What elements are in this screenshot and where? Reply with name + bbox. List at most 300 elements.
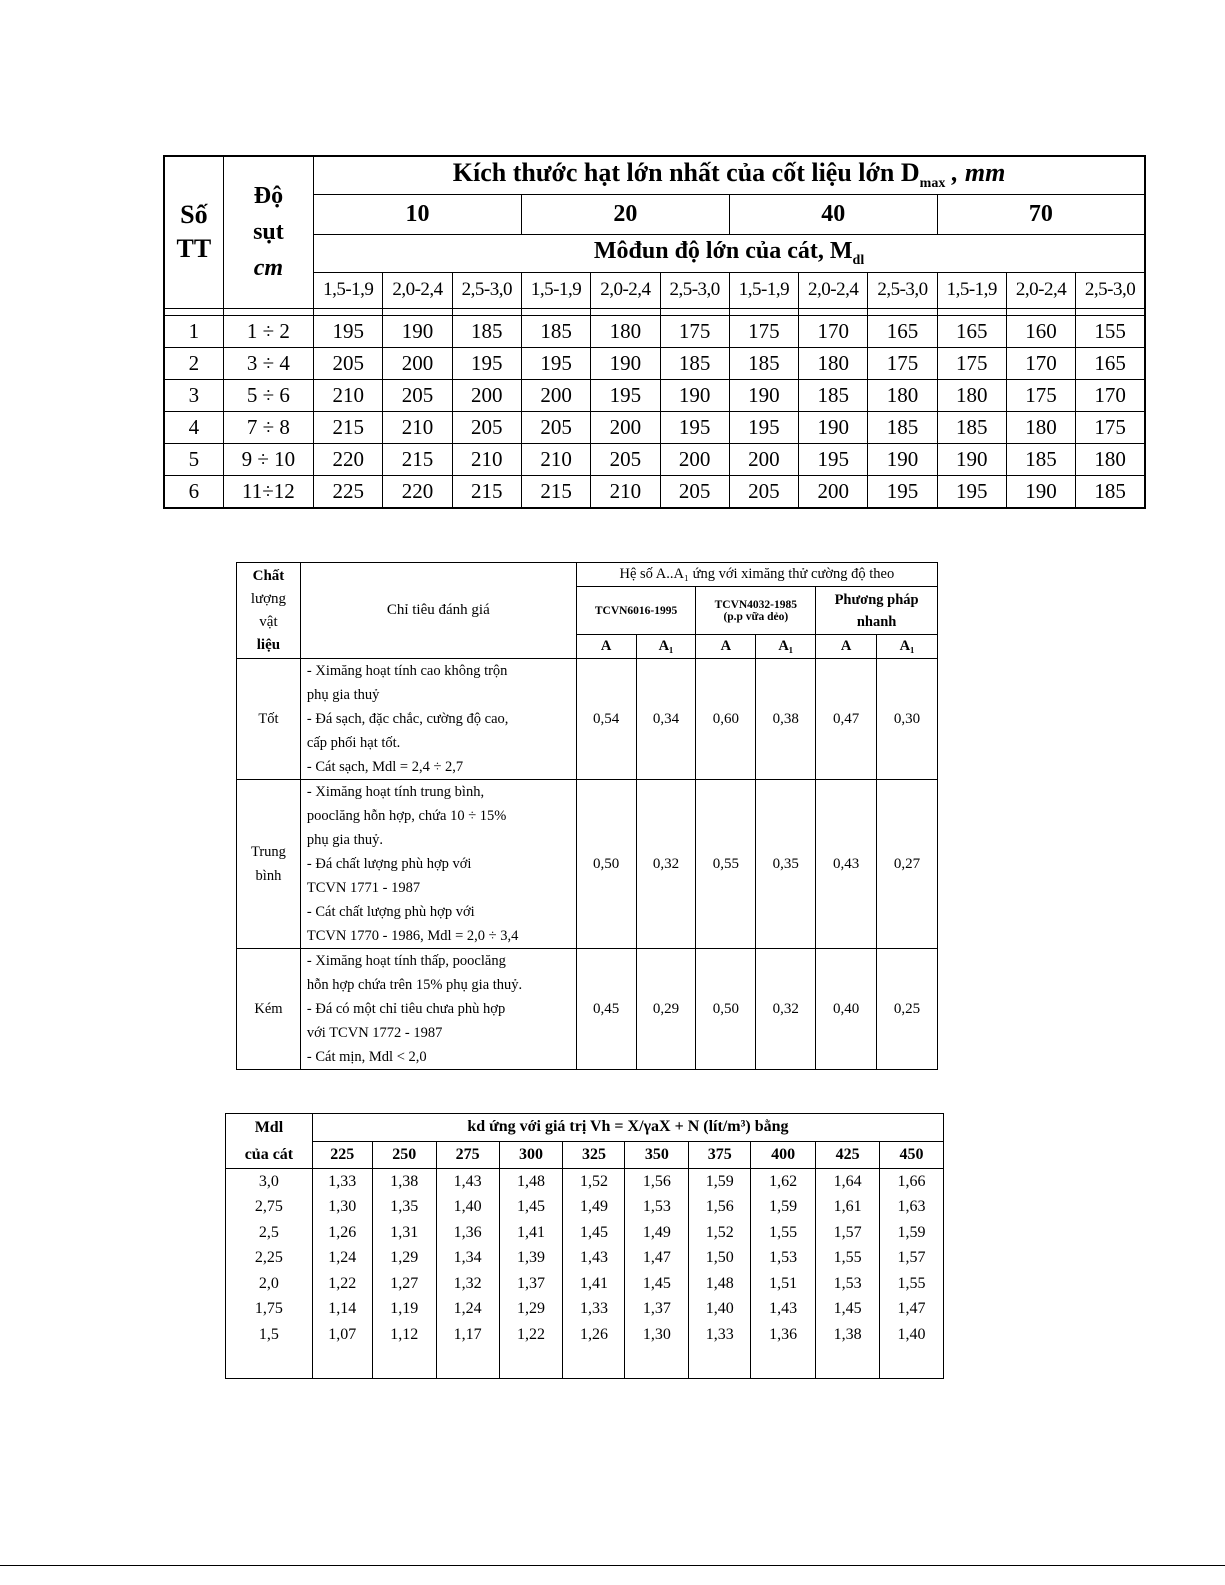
water-value-cell: 215 [452, 475, 521, 508]
kd-value-cell: 1,35 [372, 1195, 436, 1221]
water-value-cell: 210 [591, 475, 660, 508]
coef-value-cell: 0,29 [636, 949, 696, 1070]
criteria-line: pooclăng hỗn hợp, chứa 10 ÷ 15% [306, 808, 507, 824]
header-dmax-unit: , mm [945, 158, 1006, 188]
kd-value-cell: 1,30 [312, 1195, 372, 1221]
water-value-cell: 195 [314, 315, 383, 347]
kd-value-cell: 1,57 [880, 1246, 944, 1272]
header-coef-title: Hệ số A..A₁ ứng với ximăng thử cường độ theo [576, 563, 937, 587]
water-demand-rows [164, 315, 1145, 508]
kd-value-cell: 1,27 [372, 1271, 436, 1297]
v-value-header: 350 [625, 1141, 689, 1169]
coefficient-table [236, 562, 938, 1070]
header-slump-line1: Độ [253, 183, 284, 210]
page-bottom-rule [0, 1565, 1225, 1566]
v-value-header: 275 [436, 1141, 499, 1169]
kd-value-cell: 1,24 [312, 1246, 372, 1272]
kd-value-cell: 1,29 [499, 1297, 563, 1323]
water-value-cell: 210 [314, 379, 383, 411]
water-value-cell: 205 [591, 443, 660, 475]
kd-value-cell: 1,33 [312, 1169, 372, 1195]
kd-value-cell: 1,29 [372, 1246, 436, 1272]
water-value-cell: 165 [868, 315, 937, 347]
water-value-cell: 215 [383, 443, 452, 475]
kd-value-cell: 1,41 [563, 1271, 625, 1297]
table-row [164, 443, 1145, 475]
criteria-line: TCVN 1770 - 1986, Mdl = 2,0 ÷ 3,4 [306, 928, 519, 944]
header-modulus [314, 234, 1145, 272]
criteria-line: - Cát chất lượng phù hợp với [306, 904, 475, 920]
row-mdl: 1,5 [226, 1322, 313, 1348]
row-quality [237, 949, 301, 1070]
row-criteria [300, 949, 576, 1070]
coef-value-cell: 0,34 [636, 659, 696, 780]
coef-value-cell: 0,54 [576, 659, 636, 780]
water-value-cell: 195 [868, 475, 937, 508]
water-value-cell: 205 [521, 411, 590, 443]
coef-value-cell: 0,30 [877, 659, 938, 780]
row-quality [237, 780, 301, 949]
modulus-range: 2,0-2,4 [1006, 272, 1075, 308]
coef-value-cell: 0,60 [696, 659, 756, 780]
water-value-cell: 200 [452, 379, 521, 411]
water-value-cell: 180 [868, 379, 937, 411]
table-row [226, 1322, 944, 1348]
water-value-cell: 175 [937, 347, 1006, 379]
kd-value-cell: 1,64 [816, 1169, 880, 1195]
water-value-cell: 170 [1006, 347, 1075, 379]
water-value-cell: 175 [660, 315, 729, 347]
kd-value-cell: 1,56 [625, 1169, 689, 1195]
kd-value-cell: 1,48 [499, 1169, 563, 1195]
water-value-cell: 170 [799, 315, 868, 347]
dmax-group: 40 [729, 194, 937, 234]
row-mdl: 2,0 [226, 1271, 313, 1297]
kd-value-cell: 1,22 [499, 1322, 563, 1348]
standard-tcvn6016 [576, 587, 696, 635]
coef-value-cell: 0,32 [636, 780, 696, 949]
modulus-range: 2,0-2,4 [591, 272, 660, 308]
v-value-header: 450 [880, 1141, 944, 1169]
header-slump [223, 156, 313, 308]
criteria-line: - Cát mịn, Mdl < 2,0 [306, 1049, 427, 1065]
kd-value-cell: 1,59 [689, 1169, 751, 1195]
water-value-cell: 185 [452, 315, 521, 347]
row-slump: 1 ÷ 2 [223, 315, 313, 347]
kd-value-cell: 1,36 [751, 1322, 816, 1348]
sub-header-a: A [816, 635, 877, 659]
empty-cell [226, 1348, 313, 1379]
water-value-cell: 190 [591, 347, 660, 379]
empty-cell [499, 1348, 563, 1379]
water-value-cell: 160 [1006, 315, 1075, 347]
kd-value-cell: 1,45 [499, 1195, 563, 1221]
water-demand-table [163, 155, 1146, 509]
water-value-cell: 220 [383, 475, 452, 508]
kd-value-cell: 1,45 [816, 1297, 880, 1323]
kd-value-cell: 1,40 [880, 1322, 944, 1348]
header-slump-unit: cm [253, 255, 284, 282]
kd-value-cell: 1,63 [880, 1195, 944, 1221]
criteria-line: - Ximăng hoạt tính thấp, pooclăng [306, 953, 506, 969]
row-stt: 6 [164, 475, 223, 508]
kd-value-cell: 1,22 [312, 1271, 372, 1297]
modulus-range: 2,5-3,0 [868, 272, 937, 308]
kd-value-cell: 1,31 [372, 1220, 436, 1246]
v-value-header: 425 [816, 1141, 880, 1169]
water-value-cell: 215 [521, 475, 590, 508]
water-value-cell: 175 [729, 315, 798, 347]
row-slump: 7 ÷ 8 [223, 411, 313, 443]
kd-value-cell: 1,55 [751, 1220, 816, 1246]
modulus-range: 2,5-3,0 [1076, 272, 1145, 308]
kd-value-cell: 1,61 [816, 1195, 880, 1221]
water-value-cell: 180 [937, 379, 1006, 411]
standard-fast-method [816, 587, 938, 635]
coef-value-cell: 0,40 [816, 949, 877, 1070]
kd-value-cell: 1,56 [689, 1195, 751, 1221]
table-row [237, 949, 938, 1070]
v-value-header: 325 [563, 1141, 625, 1169]
kd-value-cell: 1,45 [563, 1220, 625, 1246]
standard-line1: TCVN4032-1985 [714, 598, 798, 611]
standard-line1: Phương pháp [834, 591, 919, 608]
table-padding-row [226, 1348, 944, 1379]
modulus-range: 1,5-1,9 [314, 272, 383, 308]
table-row [226, 1195, 944, 1221]
water-value-cell: 175 [1076, 411, 1145, 443]
criteria-line: - Ximăng hoạt tính trung bình, [306, 784, 485, 800]
coefficient-rows [237, 659, 938, 1070]
water-value-cell: 200 [383, 347, 452, 379]
water-value-cell: 165 [1076, 347, 1145, 379]
kd-value-cell: 1,59 [880, 1220, 944, 1246]
kd-value-cell: 1,32 [436, 1271, 499, 1297]
empty-cell [751, 1348, 816, 1379]
water-value-cell: 205 [452, 411, 521, 443]
kd-value-cell: 1,33 [689, 1322, 751, 1348]
modulus-range: 2,5-3,0 [452, 272, 521, 308]
kd-value-cell: 1,52 [689, 1220, 751, 1246]
water-value-cell: 185 [868, 411, 937, 443]
water-value-cell: 195 [591, 379, 660, 411]
row-quality-line: Kém [254, 1001, 283, 1017]
kd-value-cell: 1,41 [499, 1220, 563, 1246]
sub-header-a1: A₁ [636, 635, 696, 659]
row-stt: 3 [164, 379, 223, 411]
kd-value-cell: 1,62 [751, 1169, 816, 1195]
table-row [237, 659, 938, 780]
kd-value-cell: 1,14 [312, 1297, 372, 1323]
row-stt: 1 [164, 315, 223, 347]
dmax-group: 10 [314, 194, 522, 234]
water-value-cell: 195 [660, 411, 729, 443]
sub-header-a: A [696, 635, 756, 659]
criteria-line: - Cát sạch, Mdl = 2,4 ÷ 2,7 [306, 759, 464, 775]
water-value-cell: 195 [799, 443, 868, 475]
modulus-range: 1,5-1,9 [729, 272, 798, 308]
water-value-cell: 210 [383, 411, 452, 443]
header-dmax-text: Kích thước hạt lớn nhất của cốt liệu lớn D [452, 158, 920, 188]
coef-value-cell: 0,43 [816, 780, 877, 949]
water-value-cell: 195 [521, 347, 590, 379]
header-stt-line1: Số [180, 200, 208, 230]
sub-header-a1: A₁ [756, 635, 816, 659]
modulus-range: 1,5-1,9 [521, 272, 590, 308]
coef-value-cell: 0,47 [816, 659, 877, 780]
kd-value-cell: 1,26 [563, 1322, 625, 1348]
kd-value-cell: 1,37 [499, 1271, 563, 1297]
water-value-cell: 195 [937, 475, 1006, 508]
kd-value-cell: 1,50 [689, 1246, 751, 1272]
dmax-group: 20 [521, 194, 729, 234]
water-value-cell: 190 [383, 315, 452, 347]
v-values-row [226, 1141, 944, 1169]
kd-value-cell: 1,33 [563, 1297, 625, 1323]
kd-value-cell: 1,39 [499, 1246, 563, 1272]
water-value-cell: 190 [799, 411, 868, 443]
dmax-group: 70 [937, 194, 1145, 234]
water-value-cell: 200 [660, 443, 729, 475]
criteria-line: - Đá sạch, đặc chắc, cường độ cao, [306, 711, 509, 727]
sub-header-a1: A₁ [877, 635, 938, 659]
header-dmax [314, 156, 1145, 194]
kd-value-cell: 1,43 [751, 1297, 816, 1323]
kd-coefficient-table [225, 1113, 944, 1379]
row-mdl: 3,0 [226, 1169, 313, 1195]
kd-value-cell: 1,53 [751, 1246, 816, 1272]
criteria-line: cấp phối hạt tốt. [306, 735, 401, 751]
row-quality-line: Trung [250, 844, 286, 860]
water-value-cell: 225 [314, 475, 383, 508]
v-value-header: 300 [499, 1141, 563, 1169]
kd-value-cell: 1,38 [816, 1322, 880, 1348]
standard-line2: nhanh [856, 613, 897, 630]
empty-cell [625, 1348, 689, 1379]
table-row [164, 475, 1145, 508]
row-quality [237, 659, 301, 780]
water-value-cell: 220 [314, 443, 383, 475]
row-mdl: 2,75 [226, 1195, 313, 1221]
header-quality-line: liệu [256, 636, 281, 653]
water-value-cell: 185 [660, 347, 729, 379]
table-row [164, 347, 1145, 379]
coef-value-cell: 0,38 [756, 659, 816, 780]
empty-cell [312, 1348, 372, 1379]
header-stt [164, 156, 223, 308]
row-slump: 9 ÷ 10 [223, 443, 313, 475]
empty-cell [816, 1348, 880, 1379]
empty-cell [689, 1348, 751, 1379]
row-quality-line: bình [255, 868, 282, 884]
row-criteria [300, 659, 576, 780]
water-value-cell: 175 [868, 347, 937, 379]
row-mdl: 1,75 [226, 1297, 313, 1323]
water-value-cell: 190 [1006, 475, 1075, 508]
kd-value-cell: 1,49 [625, 1220, 689, 1246]
header-stt-line2: TT [176, 234, 212, 264]
water-value-cell: 175 [1006, 379, 1075, 411]
kd-value-cell: 1,59 [751, 1195, 816, 1221]
coef-value-cell: 0,25 [877, 949, 938, 1070]
row-criteria [300, 780, 576, 949]
water-value-cell: 165 [937, 315, 1006, 347]
header-mdl-line1: Mdl [254, 1119, 284, 1136]
header-criteria: Chỉ tiêu đánh giá [300, 563, 576, 659]
criteria-line: phụ gia thuỷ. [306, 832, 384, 848]
water-value-cell: 185 [799, 379, 868, 411]
kd-value-cell: 1,26 [312, 1220, 372, 1246]
modulus-range: 2,0-2,4 [799, 272, 868, 308]
water-value-cell: 185 [521, 315, 590, 347]
row-slump: 11÷12 [223, 475, 313, 508]
water-value-cell: 205 [729, 475, 798, 508]
header-kd-title: kd ứng với giá trị Vh = X/γaX + N (lít/m³) bằng [312, 1114, 943, 1142]
coef-value-cell: 0,32 [756, 949, 816, 1070]
v-value-header: 225 [312, 1141, 372, 1169]
kd-value-cell: 1,53 [816, 1271, 880, 1297]
kd-value-cell: 1,24 [436, 1297, 499, 1323]
water-value-cell: 155 [1076, 315, 1145, 347]
standard-tcvn4032 [696, 587, 816, 635]
empty-cell [372, 1348, 436, 1379]
kd-value-cell: 1,19 [372, 1297, 436, 1323]
table-row [226, 1169, 944, 1195]
water-value-cell: 190 [868, 443, 937, 475]
kd-value-cell: 1,43 [436, 1169, 499, 1195]
kd-value-cell: 1,51 [751, 1271, 816, 1297]
kd-value-cell: 1,49 [563, 1195, 625, 1221]
header-mdl-line2: của cát [244, 1146, 294, 1163]
water-value-cell: 190 [729, 379, 798, 411]
water-value-cell: 180 [1006, 411, 1075, 443]
water-value-cell: 190 [937, 443, 1006, 475]
coef-value-cell: 0,50 [696, 949, 756, 1070]
kd-value-cell: 1,57 [816, 1220, 880, 1246]
v-value-header: 375 [689, 1141, 751, 1169]
empty-cell [563, 1348, 625, 1379]
standard-line2: (p.p vữa dẻo) [723, 610, 789, 623]
kd-value-cell: 1,30 [625, 1322, 689, 1348]
header-quality-line: vật [259, 613, 278, 630]
v-value-header: 250 [372, 1141, 436, 1169]
criteria-line: TCVN 1771 - 1987 [306, 880, 421, 896]
row-mdl: 2,5 [226, 1220, 313, 1246]
kd-value-cell: 1,17 [436, 1322, 499, 1348]
water-value-cell: 185 [1076, 475, 1145, 508]
kd-value-cell: 1,40 [436, 1195, 499, 1221]
table-row [164, 411, 1145, 443]
kd-value-cell: 1,47 [625, 1246, 689, 1272]
kd-value-cell: 1,66 [880, 1169, 944, 1195]
kd-value-cell: 1,12 [372, 1322, 436, 1348]
table-row [164, 315, 1145, 347]
water-value-cell: 185 [1006, 443, 1075, 475]
header-quality [237, 563, 301, 659]
water-value-cell: 210 [452, 443, 521, 475]
kd-value-cell: 1,43 [563, 1246, 625, 1272]
criteria-line: hỗn hợp chứa trên 15% phụ gia thuỷ. [306, 977, 523, 993]
water-value-cell: 205 [314, 347, 383, 379]
empty-cell [436, 1348, 499, 1379]
water-value-cell: 200 [521, 379, 590, 411]
water-value-cell: 170 [1076, 379, 1145, 411]
coef-value-cell: 0,45 [576, 949, 636, 1070]
header-quality-line: Chất [252, 567, 285, 584]
kd-value-cell: 1,53 [625, 1195, 689, 1221]
water-value-cell: 180 [1076, 443, 1145, 475]
criteria-line: - Ximăng hoạt tính cao không trộn [306, 663, 508, 679]
kd-value-cell: 1,34 [436, 1246, 499, 1272]
row-stt: 4 [164, 411, 223, 443]
kd-value-cell: 1,36 [436, 1220, 499, 1246]
kd-value-cell: 1,47 [880, 1297, 944, 1323]
criteria-line: phụ gia thuỷ [306, 687, 380, 703]
kd-rows [226, 1169, 944, 1379]
v-value-header: 400 [751, 1141, 816, 1169]
modulus-range: 2,0-2,4 [383, 272, 452, 308]
water-value-cell: 180 [799, 347, 868, 379]
kd-value-cell: 1,37 [625, 1297, 689, 1323]
table-row [164, 379, 1145, 411]
kd-value-cell: 1,55 [880, 1271, 944, 1297]
water-value-cell: 205 [660, 475, 729, 508]
water-value-cell: 185 [729, 347, 798, 379]
coef-value-cell: 0,27 [877, 780, 938, 949]
row-quality-line: Tốt [258, 711, 279, 727]
header-modulus-sub: dl [852, 252, 865, 268]
header-slump-line2: sụt [253, 219, 284, 246]
table-row [226, 1220, 944, 1246]
water-value-cell: 205 [383, 379, 452, 411]
row-slump: 3 ÷ 4 [223, 347, 313, 379]
modulus-range: 1,5-1,9 [937, 272, 1006, 308]
table-row [226, 1297, 944, 1323]
kd-value-cell: 1,07 [312, 1322, 372, 1348]
header-modulus-text: Môđun độ lớn của cát, M [593, 237, 853, 264]
kd-value-cell: 1,38 [372, 1169, 436, 1195]
header-quality-line: lượng [250, 590, 287, 607]
row-mdl: 2,25 [226, 1246, 313, 1272]
row-stt: 2 [164, 347, 223, 379]
coef-value-cell: 0,55 [696, 780, 756, 949]
header-dmax-sub: max [919, 176, 946, 192]
table-row [226, 1246, 944, 1272]
water-value-cell: 210 [521, 443, 590, 475]
table-row [237, 780, 938, 949]
table-row [226, 1271, 944, 1297]
kd-value-cell: 1,55 [816, 1246, 880, 1272]
water-value-cell: 200 [799, 475, 868, 508]
row-stt: 5 [164, 443, 223, 475]
kd-value-cell: 1,48 [689, 1271, 751, 1297]
water-value-cell: 185 [937, 411, 1006, 443]
sub-header-a: A [576, 635, 636, 659]
criteria-line: - Đá chất lượng phù hợp với [306, 856, 472, 872]
criteria-line: - Đá có một chỉ tiêu chưa phù hợp [306, 1001, 506, 1017]
kd-value-cell: 1,40 [689, 1297, 751, 1323]
water-value-cell: 195 [452, 347, 521, 379]
water-value-cell: 195 [729, 411, 798, 443]
row-slump: 5 ÷ 6 [223, 379, 313, 411]
coef-value-cell: 0,50 [576, 780, 636, 949]
standard-line1: TCVN6016-1995 [594, 604, 678, 617]
header-mdl [226, 1114, 313, 1169]
water-value-cell: 190 [660, 379, 729, 411]
modulus-range: 2,5-3,0 [660, 272, 729, 308]
coef-value-cell: 0,35 [756, 780, 816, 949]
kd-value-cell: 1,45 [625, 1271, 689, 1297]
